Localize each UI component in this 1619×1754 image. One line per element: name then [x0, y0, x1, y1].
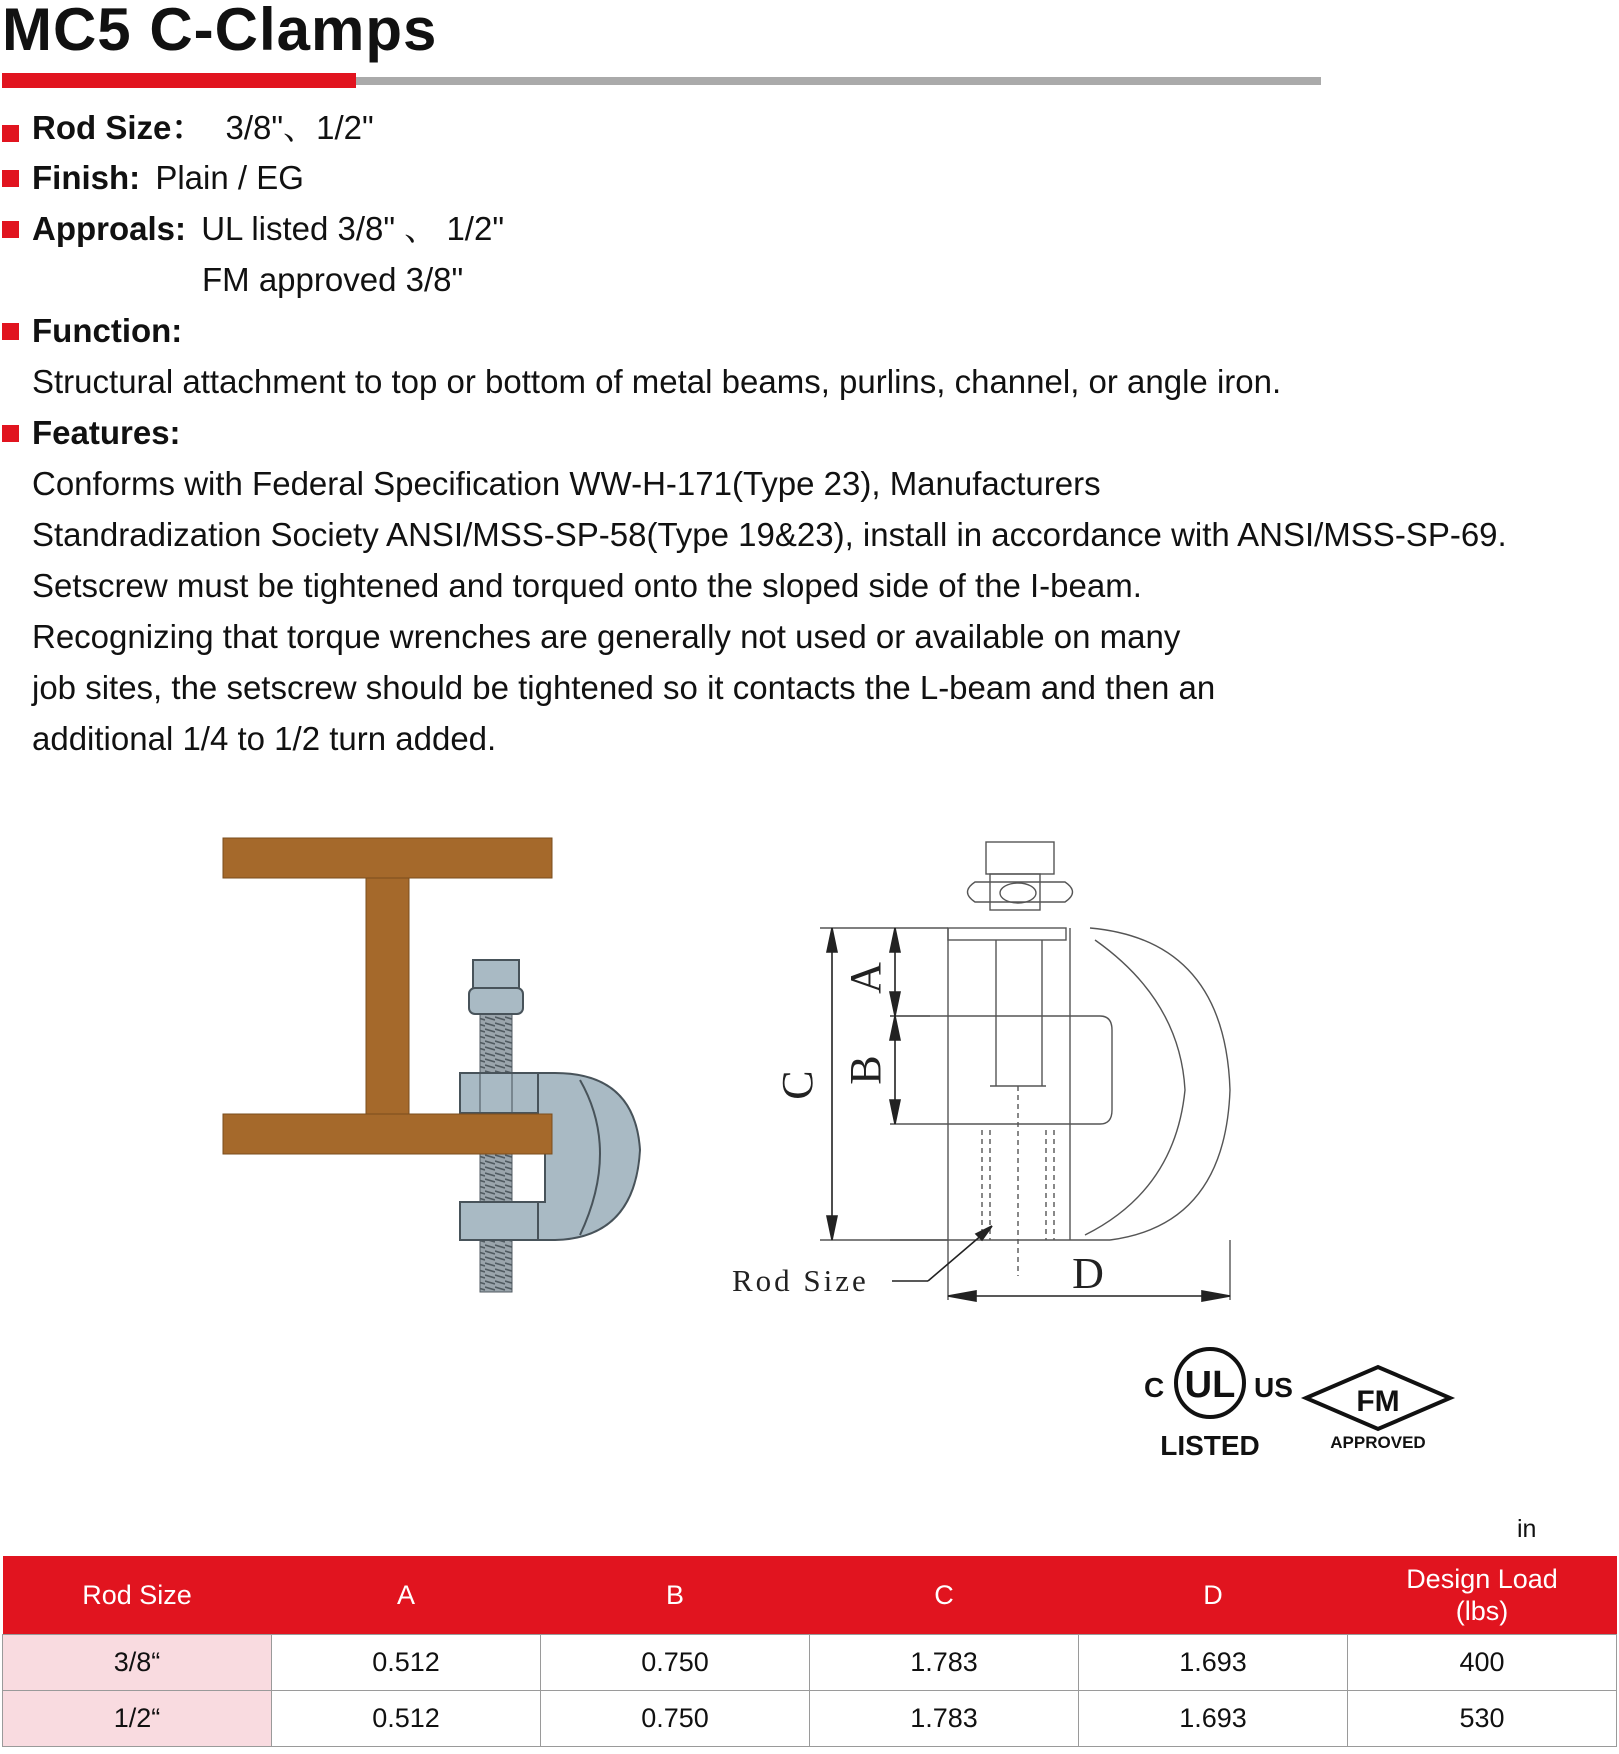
ul-c-mark: C — [1144, 1372, 1165, 1403]
spec-label: Rod Size： — [32, 109, 205, 146]
cell-c: 1.783 — [810, 1635, 1079, 1691]
unit-label: in — [1517, 1515, 1537, 1543]
cell-c: 1.783 — [810, 1691, 1079, 1747]
cell-rod-size: 1/2“ — [3, 1691, 272, 1747]
spec-value: 3/8"、1/2" — [225, 109, 374, 146]
spec-value: UL listed 3/8" 、 1/2" — [201, 210, 505, 247]
table-row — [3, 1691, 1617, 1747]
bullet-icon — [2, 170, 19, 187]
cell-b: 0.750 — [541, 1635, 810, 1691]
bullet-icon — [2, 125, 19, 142]
features-line: Conforms with Federal Specification WW-H-171(Type 23), Manufacturers — [32, 465, 1101, 502]
header-d: D — [1079, 1556, 1348, 1635]
ul-listed-text: LISTED — [1160, 1430, 1260, 1461]
cell-a: 0.512 — [272, 1691, 541, 1747]
cell-b: 0.750 — [541, 1691, 810, 1747]
cell-a: 0.512 — [272, 1635, 541, 1691]
bullet-icon — [2, 323, 19, 340]
dim-c-label: C — [773, 1070, 822, 1100]
spec-approvals-line2: FM approved 3/8" — [202, 261, 464, 298]
function-text: Structural attachment to top or bottom of metal beams, purlins, channel, or angle iron. — [32, 363, 1282, 400]
header-design-load-line2: (lbs) — [1455, 1596, 1509, 1626]
header-b: B — [541, 1556, 810, 1635]
spec-label: Finish: — [32, 159, 141, 196]
features-line: Standradization Society ANSI/MSS-SP-58(Type 19&23), install in accordance with ANSI/MSS-SP-69. — [32, 516, 1507, 553]
table-row — [3, 1635, 1617, 1691]
certification-logos — [1130, 1335, 1470, 1465]
spec-label: Function: — [32, 312, 183, 349]
features-line: job sites, the setscrew should be tightened so it contacts the L-beam and then an — [32, 669, 1216, 706]
header-rod-size: Rod Size — [3, 1556, 272, 1635]
cell-d: 1.693 — [1079, 1635, 1348, 1691]
ul-listed-logo — [1144, 1349, 1293, 1461]
spec-value: Plain / EG — [155, 159, 304, 196]
header-design-load-line1: Design Load — [1406, 1564, 1558, 1594]
dim-d-label: D — [1072, 1249, 1104, 1298]
cell-design-load: 530 — [1348, 1691, 1617, 1747]
features-line: Recognizing that torque wrenches are generally not used or available on many — [32, 618, 1181, 655]
spec-function-label — [32, 311, 182, 351]
header-c: C — [810, 1556, 1079, 1635]
title-underline-red — [2, 73, 356, 88]
table-header-row — [3, 1556, 1617, 1635]
dim-b-label: B — [841, 1055, 890, 1085]
spec-approvals — [32, 209, 504, 249]
spec-rod-size — [32, 108, 374, 148]
bullet-icon — [2, 221, 19, 238]
fm-approved-text: APPROVED — [1330, 1433, 1426, 1452]
page-title: MC5 C-Clamps — [2, 0, 438, 63]
header-design-load — [1348, 1556, 1617, 1635]
dimension-drawing — [720, 830, 1240, 1310]
spec-label: Features: — [32, 414, 181, 451]
rod-size-label: Rod Size — [732, 1263, 869, 1298]
header-a: A — [272, 1556, 541, 1635]
bullet-icon — [2, 425, 19, 442]
ul-mark: UL — [1184, 1364, 1236, 1406]
ibeam-clamp-illustration — [215, 830, 655, 1330]
cell-rod-size: 3/8“ — [3, 1635, 272, 1691]
features-line: Setscrew must be tightened and torqued onto the sloped side of the I-beam. — [32, 567, 1142, 604]
spec-finish — [32, 158, 304, 198]
cell-design-load: 400 — [1348, 1635, 1617, 1691]
spec-label: Approals: — [32, 210, 187, 247]
dim-a-label: A — [841, 962, 890, 994]
ul-us-mark: US — [1254, 1372, 1293, 1403]
features-line: additional 1/4 to 1/2 turn added. — [32, 720, 497, 757]
spec-features-label — [32, 413, 181, 453]
cell-d: 1.693 — [1079, 1691, 1348, 1747]
fm-approved-logo — [1306, 1367, 1450, 1452]
fm-mark: FM — [1356, 1385, 1400, 1418]
dimensions-table — [2, 1556, 1617, 1747]
